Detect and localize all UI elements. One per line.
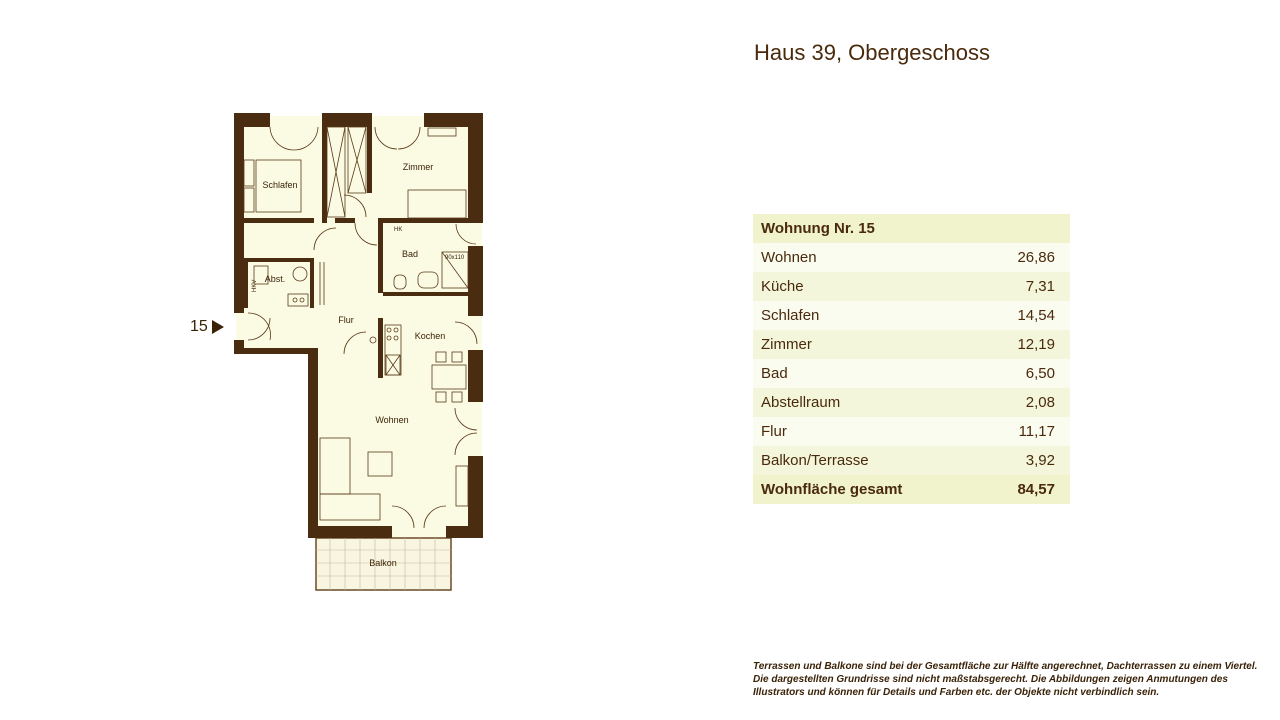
row-value: 7,31 [985, 272, 1070, 301]
room-label-bad: Bad [401, 249, 419, 259]
table-row [753, 446, 1070, 475]
row-value: 14,54 [985, 301, 1070, 330]
row-label: Balkon/Terrasse [753, 446, 985, 475]
footnote-line: Illustrators und können für Details und Farben etc. der Objekte nicht verbindlich sein. [753, 687, 1160, 698]
room-label-abst: Abst. [264, 274, 286, 284]
row-label: Abstellraum [753, 388, 985, 417]
room-label-kochen: Kochen [414, 331, 446, 341]
area-table-header [753, 214, 1070, 243]
table-row [753, 417, 1070, 446]
row-label: Wohnen [753, 243, 985, 272]
room-label-balkon: Balkon [369, 558, 397, 568]
table-row [753, 301, 1070, 330]
row-value: 2,08 [985, 388, 1070, 417]
floor-plan [180, 100, 500, 600]
page-title: Haus 39, Obergeschoss [754, 40, 991, 65]
room-label-flur: Flur [338, 315, 354, 325]
heating-mark: HK [394, 227, 403, 233]
footnote [753, 660, 1273, 699]
row-value: 12,19 [985, 330, 1070, 359]
table-row [753, 272, 1070, 301]
room-label-wohnen: Wohnen [375, 415, 409, 425]
room-label-schlafen: Schlafen [262, 180, 298, 190]
row-label: Küche [753, 272, 985, 301]
table-row [753, 388, 1070, 417]
total-value: 84,57 [985, 475, 1070, 504]
unit-number-label: 15 [190, 318, 208, 335]
total-label: Wohnfläche gesamt [753, 475, 985, 504]
row-label: Schlafen [753, 301, 985, 330]
shower-size-mark: 90x110 [445, 255, 465, 261]
footnote-line: Terrassen und Balkone sind bei der Gesamtfläche zur Hälfte angerechnet, Dachterrassen zu einem Viertel. [753, 661, 1258, 672]
table-row [753, 359, 1070, 388]
row-value: 3,92 [985, 446, 1070, 475]
row-value: 26,86 [985, 243, 1070, 272]
table-row [753, 243, 1070, 272]
area-total-row [753, 475, 1070, 504]
unit-title: Wohnung Nr. 15 [753, 214, 1070, 243]
row-value: 11,17 [985, 417, 1070, 446]
row-label: Bad [753, 359, 985, 388]
row-label: Zimmer [753, 330, 985, 359]
row-label: Flur [753, 417, 985, 446]
room-label-zimmer: Zimmer [402, 162, 434, 172]
area-table [753, 214, 1070, 504]
footnote-line: Die dargestellten Grundrisse sind nicht maßstabsgerecht. Die Abbildungen zeigen Anmutungen des [753, 674, 1228, 685]
heating-distributor-mark: HKV [252, 279, 258, 292]
table-row [753, 330, 1070, 359]
row-value: 6,50 [985, 359, 1070, 388]
